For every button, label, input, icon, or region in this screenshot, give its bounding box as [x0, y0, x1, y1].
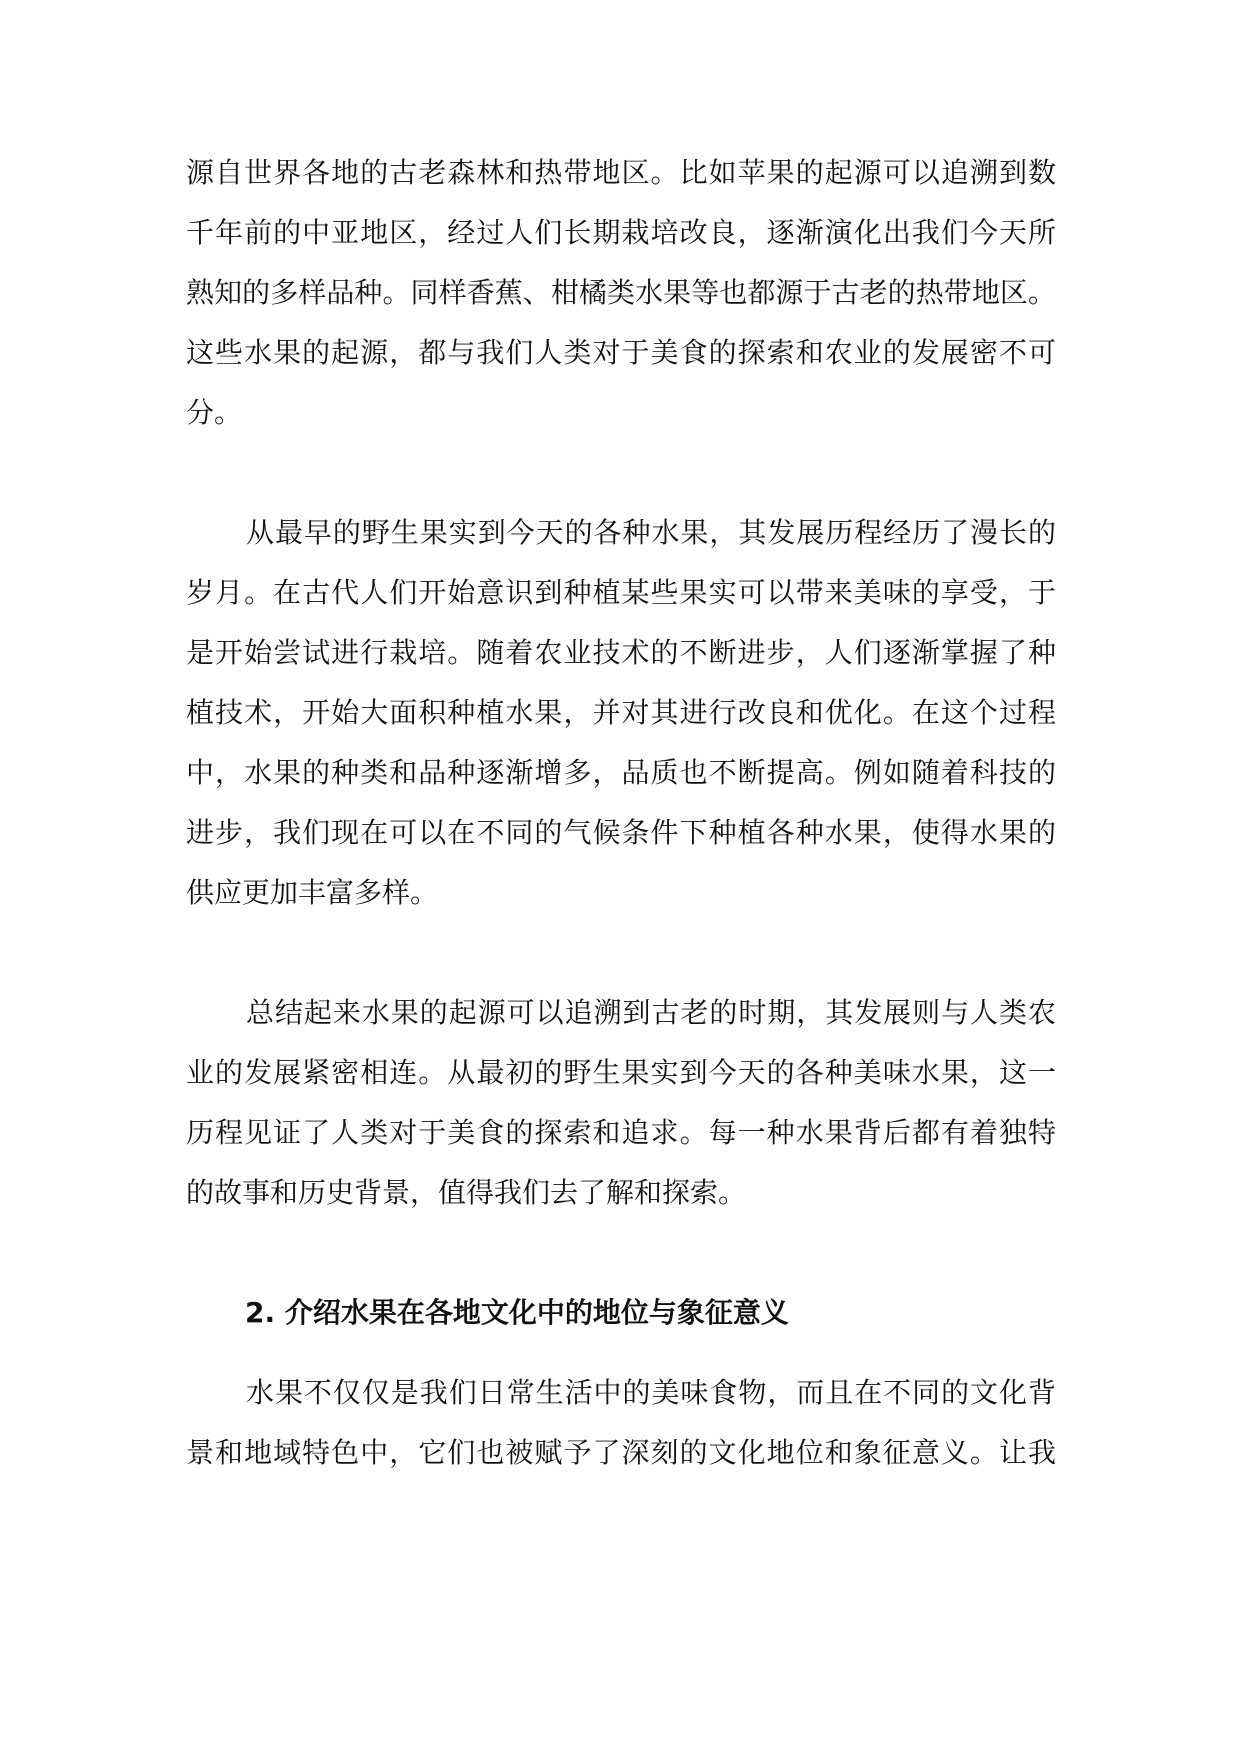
paragraph-line: 供应更加丰富多样。	[186, 876, 439, 909]
paragraph-line: 岁月。在古代人们开始意识到种植某些果实可以带来美味的享受，于	[186, 576, 1056, 609]
paragraph-line: 从最早的野生果实到今天的各种水果，其发展历程经历了漫长的	[246, 516, 1056, 549]
paragraph-line: 源自世界各地的古老森林和热带地区。比如苹果的起源可以追溯到数	[186, 156, 1056, 189]
paragraph-line: 水果不仅仅是我们日常生活中的美味食物，而且在不同的文化背	[246, 1376, 1056, 1409]
paragraph-line: 进步，我们现在可以在不同的气候条件下种植各种水果，使得水果的	[186, 816, 1056, 849]
paragraph-line: 植技术，开始大面积种植水果，并对其进行改良和优化。在这个过程	[186, 696, 1056, 729]
paragraph-line: 的故事和历史背景，值得我们去了解和探索。	[186, 1176, 747, 1209]
paragraph-line: 熟知的多样品种。同样香蕉、柑橘类水果等也都源于古老的热带地区。	[186, 276, 1056, 309]
paragraph-line: 分。	[186, 396, 243, 429]
paragraph-line: 千年前的中亚地区，经过人们长期栽培改良，逐渐演化出我们今天所	[186, 216, 1056, 249]
paragraph-line: 业的发展紧密相连。从最初的野生果实到今天的各种美味水果，这一	[186, 1056, 1056, 1089]
section-heading: 2. 介绍水果在各地文化中的地位与象征意义	[245, 1296, 789, 1329]
paragraph-line: 总结起来水果的起源可以追溯到古老的时期，其发展则与人类农	[246, 996, 1056, 1029]
paragraph-line: 是开始尝试进行栽培。随着农业技术的不断进步，人们逐渐掌握了种	[186, 636, 1056, 669]
paragraph-line: 这些水果的起源，都与我们人类对于美食的探索和农业的发展密不可	[186, 336, 1056, 369]
paragraph-line: 历程见证了人类对于美食的探索和追求。每一种水果背后都有着独特	[186, 1116, 1056, 1149]
paragraph-line: 景和地域特色中，它们也被赋予了深刻的文化地位和象征意义。让我	[186, 1436, 1056, 1469]
paragraph-line: 中，水果的种类和品种逐渐增多，品质也不断提高。例如随着科技的	[186, 756, 1056, 789]
